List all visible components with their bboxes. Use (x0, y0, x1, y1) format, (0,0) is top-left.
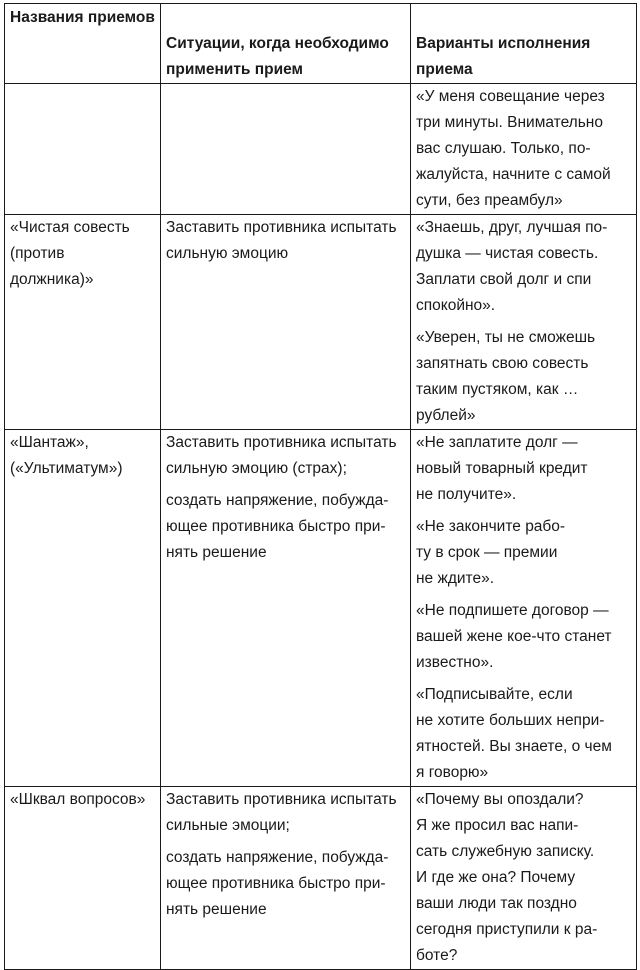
cell-technique-name (5, 215, 161, 430)
technique-name-text: «Шквал вопросов» (10, 791, 146, 808)
cell-variants (411, 787, 637, 970)
cell-technique-name (5, 430, 161, 787)
variant-text: «Не закончите рабо- ту в срок — премии не ждите». (416, 518, 566, 587)
cell-variants (411, 84, 637, 215)
table-row (5, 215, 637, 430)
cell-technique-name (5, 787, 161, 970)
cell-variants (411, 215, 637, 430)
situation-text: создать напряжение, побужда- ющее противника быстро при- нять решение (166, 849, 389, 918)
situation-text: Заставить противника испытать сильную эмоцию (166, 219, 397, 262)
cell-technique-name (5, 84, 161, 215)
header-situations (161, 4, 411, 84)
techniques-table (4, 3, 637, 970)
situation-text: создать напряжение, побужда- ющее противника быстро при- нять решение (166, 492, 389, 561)
header-variants (411, 4, 637, 84)
variant-text: «У меня совещание через три минуты. Внимательно вас слушаю. Только, по- жалуйста, начните с самой сути, без преамбул» (416, 88, 611, 209)
cell-situation (161, 84, 411, 215)
technique-name-text: «Шантаж», («Ультиматум») (10, 434, 123, 477)
variant-text: «Не заплатите долг — новый товарный кредит не получите». (416, 434, 588, 503)
cell-situation (161, 430, 411, 787)
table-row (5, 787, 637, 970)
variant-text: «Не подпишете договор — вашей жене кое-что станет известно». (416, 602, 612, 671)
variant-text: «Знаешь, друг, лучшая по- душка — чистая совесть. Заплати свой долг и спи спокойно». (416, 219, 608, 314)
situation-text: Заставить противника испытать сильные эмоции; (166, 791, 397, 834)
cell-situation (161, 787, 411, 970)
header-technique-name (5, 4, 161, 84)
technique-name-text: «Чистая совесть (против должника)» (10, 219, 130, 288)
cell-variants (411, 430, 637, 787)
variant-text: «Подписывайте, если не хотите больших непри- ятностей. Вы знаете, о чем я говорю» (416, 686, 612, 781)
header-technique-name-label: Названия приемов (10, 9, 155, 26)
cell-situation (161, 215, 411, 430)
header-variants-label: Варианты исполнения приема (416, 35, 591, 78)
table-row (5, 430, 637, 787)
table-row (5, 84, 637, 215)
variant-text: «Уверен, ты не сможешь запятнать свою совесть таким пустяком, как … рублей» (416, 329, 596, 424)
header-situations-label: Ситуации, когда необходимо применить прием (166, 35, 389, 78)
situation-text: Заставить противника испытать сильную эмоцию (страх); (166, 434, 397, 477)
header-row (5, 4, 637, 84)
variant-text: «Почему вы опоздали? Я же просил вас напи- сать служебную записку. И где же она? Почему ваши люди так поздно сегодня приступили к ра- боте? (416, 791, 598, 964)
